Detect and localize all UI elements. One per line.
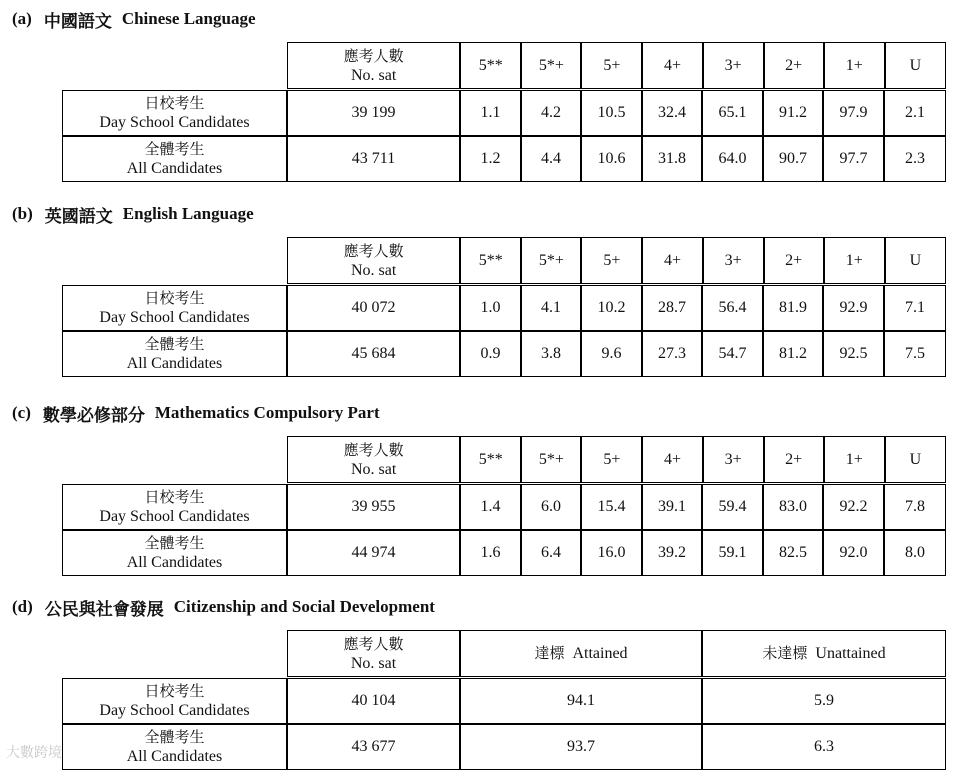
cell-value: 90.7 — [763, 136, 823, 182]
results-table — [62, 484, 946, 576]
cell-value: 1.6 — [460, 530, 521, 576]
row-label: 日校考生 Day School Candidates — [62, 285, 287, 331]
section-label: (a) — [12, 9, 32, 28]
results-table — [62, 678, 946, 770]
cell-value: 81.9 — [763, 285, 823, 331]
results-table — [62, 285, 946, 377]
row-label: 全體考生 All Candidates — [62, 530, 287, 576]
cell-value: 2.1 — [884, 90, 946, 136]
cell-value: 59.1 — [702, 530, 763, 576]
header-table — [287, 630, 946, 677]
header-no-sat: 應考人數 No. sat — [287, 237, 460, 284]
cell-value: 1.2 — [460, 136, 521, 182]
table-row-all-candidates — [62, 530, 946, 576]
cell-value: 1.1 — [460, 90, 521, 136]
section-heading — [12, 6, 256, 32]
cell-value: 92.0 — [823, 530, 884, 576]
header-grade: 4+ — [642, 42, 702, 89]
cell-value: 28.7 — [642, 285, 702, 331]
section-label: (b) — [12, 204, 33, 223]
section-title-zh: 公民與社會發展 — [44, 599, 164, 620]
section-heading — [12, 400, 380, 426]
section-title-en: Citizenship and Social Development — [173, 597, 435, 616]
header-grade: 5+ — [581, 42, 642, 89]
cell-attained: 93.7 — [460, 724, 702, 770]
cell-value: 32.4 — [642, 90, 702, 136]
cell-unattained: 5.9 — [702, 678, 946, 724]
cell-value: 2.3 — [884, 136, 946, 182]
cell-value: 59.4 — [702, 484, 763, 530]
header-grade: 4+ — [642, 436, 702, 483]
cell-value: 6.0 — [521, 484, 581, 530]
section-title-zh: 英國語文 — [44, 206, 113, 227]
section-title-en: English Language — [122, 204, 254, 223]
cell-value: 56.4 — [702, 285, 763, 331]
cell-no-sat: 39 955 — [287, 484, 460, 530]
section-title-zh: 中國語文 — [43, 11, 112, 32]
header-grade: 3+ — [703, 436, 764, 483]
cell-value: 4.4 — [521, 136, 581, 182]
cell-value: 1.0 — [460, 285, 521, 331]
header-grade: 3+ — [703, 42, 764, 89]
section-title-zh: 數學必修部分 — [42, 405, 145, 426]
table-row-day-school — [62, 285, 946, 331]
table-row-all-candidates — [62, 136, 946, 182]
section-label: (c) — [12, 403, 31, 422]
section-heading — [12, 594, 435, 620]
header-table — [287, 436, 946, 483]
cell-value: 31.8 — [642, 136, 702, 182]
cell-value: 81.2 — [763, 331, 823, 377]
header-grade: 5** — [460, 42, 521, 89]
row-label: 全體考生 All Candidates — [62, 136, 287, 182]
row-label: 日校考生 Day School Candidates — [62, 678, 287, 724]
cell-value: 92.9 — [823, 285, 884, 331]
cell-value: 7.5 — [884, 331, 946, 377]
cell-no-sat: 39 199 — [287, 90, 460, 136]
cell-value: 7.1 — [884, 285, 946, 331]
cell-unattained: 6.3 — [702, 724, 946, 770]
header-grade: 1+ — [824, 237, 885, 284]
cell-value: 8.0 — [884, 530, 946, 576]
cell-value: 83.0 — [763, 484, 823, 530]
cell-value: 64.0 — [702, 136, 763, 182]
header-grade: 5** — [460, 237, 521, 284]
cell-no-sat: 44 974 — [287, 530, 460, 576]
cell-value: 10.2 — [581, 285, 642, 331]
header-table — [287, 42, 946, 89]
table-row-all-candidates — [62, 724, 946, 770]
cell-value: 92.2 — [823, 484, 884, 530]
header-grade: 3+ — [703, 237, 764, 284]
cell-value: 10.5 — [581, 90, 642, 136]
cell-value: 39.2 — [642, 530, 702, 576]
cell-value: 6.4 — [521, 530, 581, 576]
cell-no-sat: 43 711 — [287, 136, 460, 182]
header-grade: 1+ — [824, 436, 885, 483]
cell-value: 0.9 — [460, 331, 521, 377]
cell-value: 1.4 — [460, 484, 521, 530]
header-grade: 5*+ — [521, 42, 581, 89]
cell-no-sat: 45 684 — [287, 331, 460, 377]
header-grade: 5** — [460, 436, 521, 483]
table-row-day-school — [62, 90, 946, 136]
cell-value: 27.3 — [642, 331, 702, 377]
table-row-day-school — [62, 678, 946, 724]
header-grade: 2+ — [764, 436, 824, 483]
cell-value: 15.4 — [581, 484, 642, 530]
cell-value: 97.9 — [823, 90, 884, 136]
header-unattained: 未達標 Unattained — [702, 630, 946, 677]
row-label: 日校考生 Day School Candidates — [62, 484, 287, 530]
header-grade: 2+ — [764, 237, 824, 284]
header-no-sat: 應考人數 No. sat — [287, 42, 460, 89]
cell-value: 91.2 — [763, 90, 823, 136]
section-title-en: Mathematics Compulsory Part — [154, 403, 380, 422]
cell-value: 9.6 — [581, 331, 642, 377]
cell-value: 82.5 — [763, 530, 823, 576]
cell-value: 54.7 — [702, 331, 763, 377]
header-grade: U — [885, 436, 946, 483]
header-table — [287, 237, 946, 284]
cell-value: 65.1 — [702, 90, 763, 136]
table-row-day-school — [62, 484, 946, 530]
section-label: (d) — [12, 597, 33, 616]
header-grade: U — [885, 237, 946, 284]
header-grade: 5+ — [581, 436, 642, 483]
header-grade: 5*+ — [521, 237, 581, 284]
cell-value: 97.7 — [823, 136, 884, 182]
cell-value: 10.6 — [581, 136, 642, 182]
table-row-all-candidates — [62, 331, 946, 377]
cell-value: 4.2 — [521, 90, 581, 136]
cell-attained: 94.1 — [460, 678, 702, 724]
header-grade: 5*+ — [521, 436, 581, 483]
header-grade: 4+ — [642, 237, 702, 284]
header-grade: 1+ — [824, 42, 885, 89]
cell-value: 16.0 — [581, 530, 642, 576]
watermark: 大數跨境 — [6, 745, 62, 761]
cell-value: 39.1 — [642, 484, 702, 530]
row-label: 日校考生 Day School Candidates — [62, 90, 287, 136]
cell-no-sat: 40 072 — [287, 285, 460, 331]
cell-value: 3.8 — [521, 331, 581, 377]
header-grade: U — [885, 42, 946, 89]
cell-no-sat: 43 677 — [287, 724, 460, 770]
section-title-en: Chinese Language — [121, 9, 256, 28]
header-no-sat: 應考人數 No. sat — [287, 436, 460, 483]
results-table — [62, 90, 946, 182]
header-no-sat: 應考人數 No. sat — [287, 630, 460, 677]
header-attained: 達標 Attained — [460, 630, 702, 677]
row-label: 全體考生 All Candidates — [62, 724, 287, 770]
row-label: 全體考生 All Candidates — [62, 331, 287, 377]
cell-value: 4.1 — [521, 285, 581, 331]
header-grade: 2+ — [764, 42, 824, 89]
cell-no-sat: 40 104 — [287, 678, 460, 724]
header-grade: 5+ — [581, 237, 642, 284]
cell-value: 92.5 — [823, 331, 884, 377]
section-heading — [12, 201, 254, 227]
cell-value: 7.8 — [884, 484, 946, 530]
